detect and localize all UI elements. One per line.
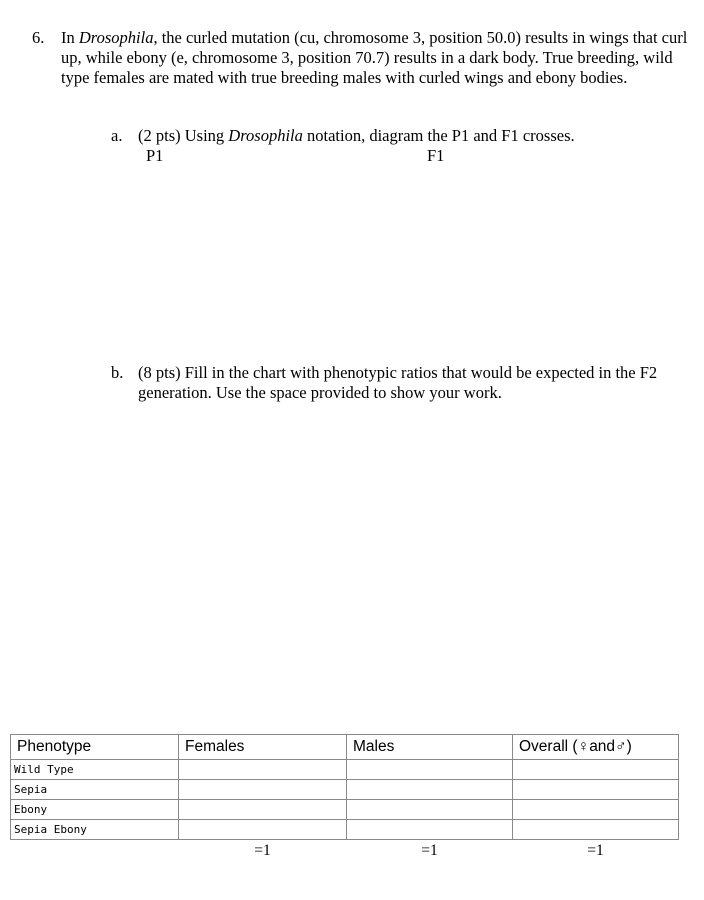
table-header-row (11, 735, 679, 760)
table-row (11, 800, 679, 820)
cell-overall-wild-type[interactable] (513, 760, 679, 780)
row-label-sepia-ebony: Sepia Ebony (11, 820, 179, 840)
cell-females-wild-type[interactable] (179, 760, 347, 780)
cell-females-ebony[interactable] (179, 800, 347, 820)
header-females: Females (179, 735, 347, 760)
question-number: 6. (32, 28, 45, 47)
p1-label: P1 (146, 146, 164, 165)
question-text (61, 28, 691, 88)
sum-females: =1 (254, 842, 271, 859)
cell-overall-ebony[interactable] (513, 800, 679, 820)
cell-overall-sepia[interactable] (513, 780, 679, 800)
cell-overall-sepia-ebony[interactable] (513, 820, 679, 840)
f1-label: F1 (427, 146, 445, 165)
part-a-text (138, 126, 698, 146)
row-label-wild-type: Wild Type (11, 760, 179, 780)
sum-spacer (11, 840, 179, 863)
table-sum-row (11, 840, 679, 863)
question-text-part-2: , the curled mutation (cu, chromosome 3, position 50.0) results in wings that curl up, while ebony (e, chromosome 3, position 70.7) results in a dark body. True breeding, wild type females are mated with true breeding males with curled wings and ebony bodies. (61, 28, 688, 87)
header-overall: Overall (♀and♂) (513, 735, 679, 760)
header-phenotype: Phenotype (11, 735, 179, 760)
cell-males-sepia[interactable] (347, 780, 513, 800)
part-a-text-1: (2 pts) Using (138, 126, 229, 145)
part-a-species-name: Drosophila (228, 126, 303, 145)
part-b-text: (8 pts) Fill in the chart with phenotypic ratios that would be expected in the F2 generation. Use the space provided to show your work. (138, 363, 658, 402)
phenotype-table (10, 734, 679, 862)
cell-females-sepia[interactable] (179, 780, 347, 800)
table-row (11, 760, 679, 780)
cell-males-sepia-ebony[interactable] (347, 820, 513, 840)
question-text-part-1: In (61, 28, 79, 47)
sum-males: =1 (421, 842, 438, 859)
table-row (11, 820, 679, 840)
question-species-name: Drosophila (78, 28, 154, 47)
sum-overall: =1 (587, 842, 604, 859)
header-males: Males (347, 735, 513, 760)
part-a-text-2: notation, diagram the P1 and F1 crosses. (302, 126, 575, 145)
cell-females-sepia-ebony[interactable] (179, 820, 347, 840)
cell-males-wild-type[interactable] (347, 760, 513, 780)
row-label-sepia: Sepia (11, 780, 179, 800)
table-row (11, 780, 679, 800)
part-a-label: a. (111, 126, 123, 145)
cell-males-ebony[interactable] (347, 800, 513, 820)
row-label-ebony: Ebony (11, 800, 179, 820)
part-b-label: b. (111, 363, 124, 382)
